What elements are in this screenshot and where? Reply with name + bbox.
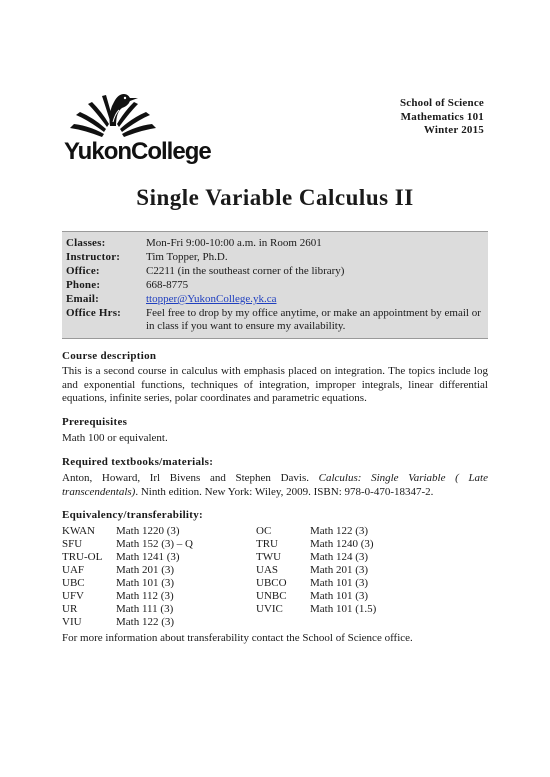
description-text: This is a second course in calculus with emphasis placed on integration. The topics include log and exponential functions, techniques of integration, improper integrals, linear differential equations, infinite series, polar coordinates and parametric equations. (62, 365, 488, 404)
course-equivalent: Math 122 (3) (310, 525, 369, 537)
email-link[interactable]: ttopper@YukonCollege.yk.ca (146, 293, 277, 305)
textbook-details: . Ninth edition. New York: Wiley, 2009. ISBN: 978-0-470-18347-2. (135, 485, 434, 498)
course-equivalent: Math 1240 (3) (310, 538, 374, 550)
prerequisites-text: Math 100 or equivalent. (62, 432, 168, 444)
course-equivalent: Math 152 (3) – Q (116, 538, 193, 550)
course-header (400, 97, 484, 138)
course-equivalent: Math 101 (3) (310, 577, 369, 589)
section-heading-prerequisites: Prerequisites (62, 416, 128, 428)
course-info-box (62, 231, 488, 339)
textbook-title: Calculus: Single Variable ( Late transcendentals) (62, 472, 488, 498)
info-value: Mon-Fri 9:00-10:00 a.m. in Room 2601 (146, 237, 322, 249)
equivalency-row (62, 525, 488, 538)
section-heading-equivalency: Equivalency/transferability: (62, 509, 204, 521)
course-equivalent: Math 101 (1.5) (310, 603, 377, 615)
course-equivalent: Math 201 (3) (116, 564, 175, 576)
info-label: Office Hrs: (66, 307, 122, 319)
institution: UBC (62, 577, 85, 589)
institution: UBCO (256, 577, 287, 589)
info-value: 668-8775 (146, 279, 189, 291)
info-label: Classes: (66, 237, 106, 249)
transferability-note: For more information about transferability contact the School of Science office. (62, 632, 413, 644)
course-equivalent: Math 101 (3) (116, 577, 175, 589)
info-label: Phone: (66, 279, 101, 291)
institution: UNBC (256, 590, 287, 602)
term: Winter 2015 (423, 124, 484, 136)
equivalency-row (62, 551, 488, 564)
institution: OC (256, 525, 272, 537)
institution: UAS (256, 564, 279, 576)
institution: UFV (62, 590, 85, 602)
textbooks-text (62, 472, 488, 499)
institution: TRU-OL (62, 551, 103, 563)
equivalency-row (62, 538, 488, 551)
course-code: Mathematics 101 (400, 110, 484, 123)
equivalency-row (62, 616, 488, 629)
info-label: Email: (66, 293, 99, 305)
course-equivalent: Math 1241 (3) (116, 551, 180, 563)
course-equivalent: Math 101 (3) (310, 590, 369, 602)
info-label: Instructor: (66, 251, 121, 263)
course-equivalent: Math 112 (3) (116, 590, 174, 602)
school-name: School of Science (399, 97, 484, 109)
equivalency-row (62, 564, 488, 577)
course-equivalent: Math 1220 (3) (116, 525, 180, 537)
info-value: Tim Topper, Ph.D. (146, 251, 228, 263)
course-equivalent: Math 124 (3) (310, 551, 369, 563)
section-heading-description: Course description (62, 350, 157, 362)
textbook-authors: Anton, Howard, Irl Bivens and Stephen Davis. (62, 472, 319, 484)
course-equivalent: Math 122 (3) (116, 616, 175, 628)
institution: UR (62, 603, 78, 615)
institution: VIU (62, 616, 82, 628)
institution: UAF (62, 564, 85, 576)
info-label: Office: (66, 265, 100, 277)
yukon-college-logo (64, 82, 214, 164)
course-equivalent: Math 201 (3) (310, 564, 369, 576)
institution: TRU (256, 538, 278, 550)
equivalency-row (62, 603, 488, 616)
section-heading-textbooks: Required textbooks/materials: (62, 456, 214, 468)
institution: KWAN (62, 525, 95, 537)
course-equivalent: Math 111 (3) (116, 603, 174, 615)
info-value: C2211 (in the southeast corner of the library) (146, 265, 345, 277)
institution: SFU (62, 538, 83, 550)
page-title: Single Variable Calculus II (136, 185, 414, 210)
svg-text:YukonCollege: YukonCollege (64, 138, 211, 164)
equivalency-row (62, 577, 488, 590)
institution: UVIC (256, 603, 283, 615)
info-value: Feel free to drop by my office anytime, or make an appointment by email or in class if you want to ensure my availability. (146, 307, 481, 332)
loon-over-book-icon (64, 82, 214, 164)
equivalency-row (62, 590, 488, 603)
institution: TWU (256, 551, 282, 563)
